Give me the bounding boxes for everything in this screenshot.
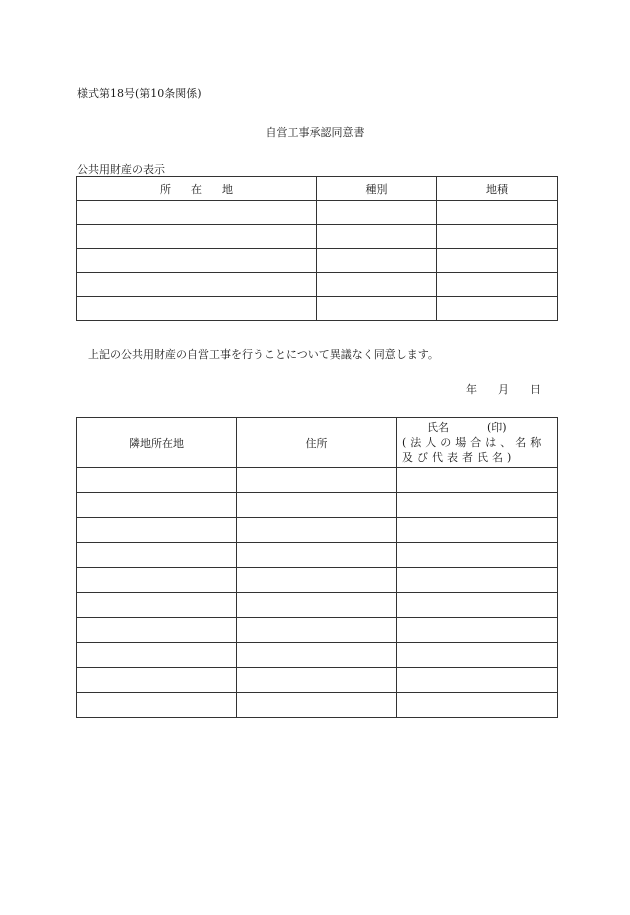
area-cell[interactable] bbox=[437, 225, 558, 249]
name-cell[interactable] bbox=[397, 493, 558, 518]
table-row bbox=[77, 201, 558, 225]
neighbor-location-cell[interactable] bbox=[77, 568, 237, 593]
property-table-header bbox=[77, 177, 558, 201]
property-section-label: 公共用財産の表示 bbox=[77, 163, 165, 176]
table-row bbox=[77, 468, 558, 493]
table-row bbox=[77, 693, 558, 718]
neighbor-location-cell[interactable] bbox=[77, 493, 237, 518]
seal-mark: (印) bbox=[487, 421, 507, 434]
table-row bbox=[77, 493, 558, 518]
consent-statement: 上記の公共用財産の自営工事を行うことについて異議なく同意します。 bbox=[88, 348, 439, 361]
location-cell[interactable] bbox=[77, 273, 317, 297]
address-cell[interactable] bbox=[237, 693, 397, 718]
neighbor-location-cell[interactable] bbox=[77, 543, 237, 568]
address-cell[interactable] bbox=[237, 468, 397, 493]
name-column-header bbox=[397, 418, 558, 468]
form-number: 様式第18号(第10条関係) bbox=[77, 87, 202, 100]
name-cell[interactable] bbox=[397, 618, 558, 643]
neighbor-location-cell[interactable] bbox=[77, 468, 237, 493]
location-column-header bbox=[77, 177, 317, 201]
area-cell[interactable] bbox=[437, 249, 558, 273]
location-cell[interactable] bbox=[77, 249, 317, 273]
name-label: 氏名 bbox=[427, 421, 449, 434]
table-row bbox=[77, 225, 558, 249]
property-table bbox=[76, 176, 558, 321]
location-cell[interactable] bbox=[77, 297, 317, 321]
address-cell[interactable] bbox=[237, 593, 397, 618]
name-cell[interactable] bbox=[397, 468, 558, 493]
neighbor-location-cell[interactable] bbox=[77, 518, 237, 543]
table-row bbox=[77, 618, 558, 643]
type-cell[interactable] bbox=[317, 297, 437, 321]
day-label: 日 bbox=[530, 383, 541, 396]
address-cell[interactable] bbox=[237, 618, 397, 643]
address-cell[interactable] bbox=[237, 643, 397, 668]
area-column-header: 地積 bbox=[437, 177, 558, 201]
address-cell[interactable] bbox=[237, 668, 397, 693]
area-cell[interactable] bbox=[437, 297, 558, 321]
corporate-note-line-2: 及び代表者氏名) bbox=[402, 451, 516, 464]
name-cell[interactable] bbox=[397, 518, 558, 543]
name-cell[interactable] bbox=[397, 693, 558, 718]
neighbor-location-cell[interactable] bbox=[77, 618, 237, 643]
name-cell[interactable] bbox=[397, 568, 558, 593]
address-cell[interactable] bbox=[237, 543, 397, 568]
month-label: 月 bbox=[498, 383, 509, 396]
name-header-line bbox=[402, 420, 557, 435]
location-header-char: 在 bbox=[191, 182, 202, 196]
location-header-char: 地 bbox=[222, 182, 233, 196]
address-column-header: 住所 bbox=[237, 418, 397, 468]
address-cell[interactable] bbox=[237, 568, 397, 593]
neighbor-location-cell[interactable] bbox=[77, 643, 237, 668]
year-label: 年 bbox=[466, 383, 477, 396]
table-row bbox=[77, 273, 558, 297]
neighbor-table bbox=[76, 417, 558, 718]
location-cell[interactable] bbox=[77, 201, 317, 225]
area-cell[interactable] bbox=[437, 273, 558, 297]
table-row bbox=[77, 568, 558, 593]
name-cell[interactable] bbox=[397, 593, 558, 618]
address-cell[interactable] bbox=[237, 493, 397, 518]
neighbor-table-header bbox=[77, 418, 558, 468]
neighbor-location-cell[interactable] bbox=[77, 593, 237, 618]
type-cell[interactable] bbox=[317, 225, 437, 249]
table-row bbox=[77, 297, 558, 321]
location-header-char: 所 bbox=[160, 182, 171, 196]
table-row bbox=[77, 643, 558, 668]
table-row bbox=[77, 518, 558, 543]
name-cell[interactable] bbox=[397, 543, 558, 568]
type-cell[interactable] bbox=[317, 201, 437, 225]
table-row bbox=[77, 593, 558, 618]
table-row bbox=[77, 249, 558, 273]
table-row bbox=[77, 668, 558, 693]
area-cell[interactable] bbox=[437, 201, 558, 225]
date-line bbox=[466, 381, 541, 397]
type-cell[interactable] bbox=[317, 273, 437, 297]
corporate-note-line-1: (法人の場合は、名称 bbox=[402, 436, 546, 449]
document-title: 自営工事承認同意書 bbox=[265, 126, 365, 139]
type-cell[interactable] bbox=[317, 249, 437, 273]
neighbor-location-cell[interactable] bbox=[77, 668, 237, 693]
neighbor-location-cell[interactable] bbox=[77, 693, 237, 718]
address-cell[interactable] bbox=[237, 518, 397, 543]
name-cell[interactable] bbox=[397, 668, 558, 693]
name-cell[interactable] bbox=[397, 643, 558, 668]
table-row bbox=[77, 543, 558, 568]
location-cell[interactable] bbox=[77, 225, 317, 249]
neighbor-location-column-header: 隣地所在地 bbox=[77, 418, 237, 468]
type-column-header: 種別 bbox=[317, 177, 437, 201]
